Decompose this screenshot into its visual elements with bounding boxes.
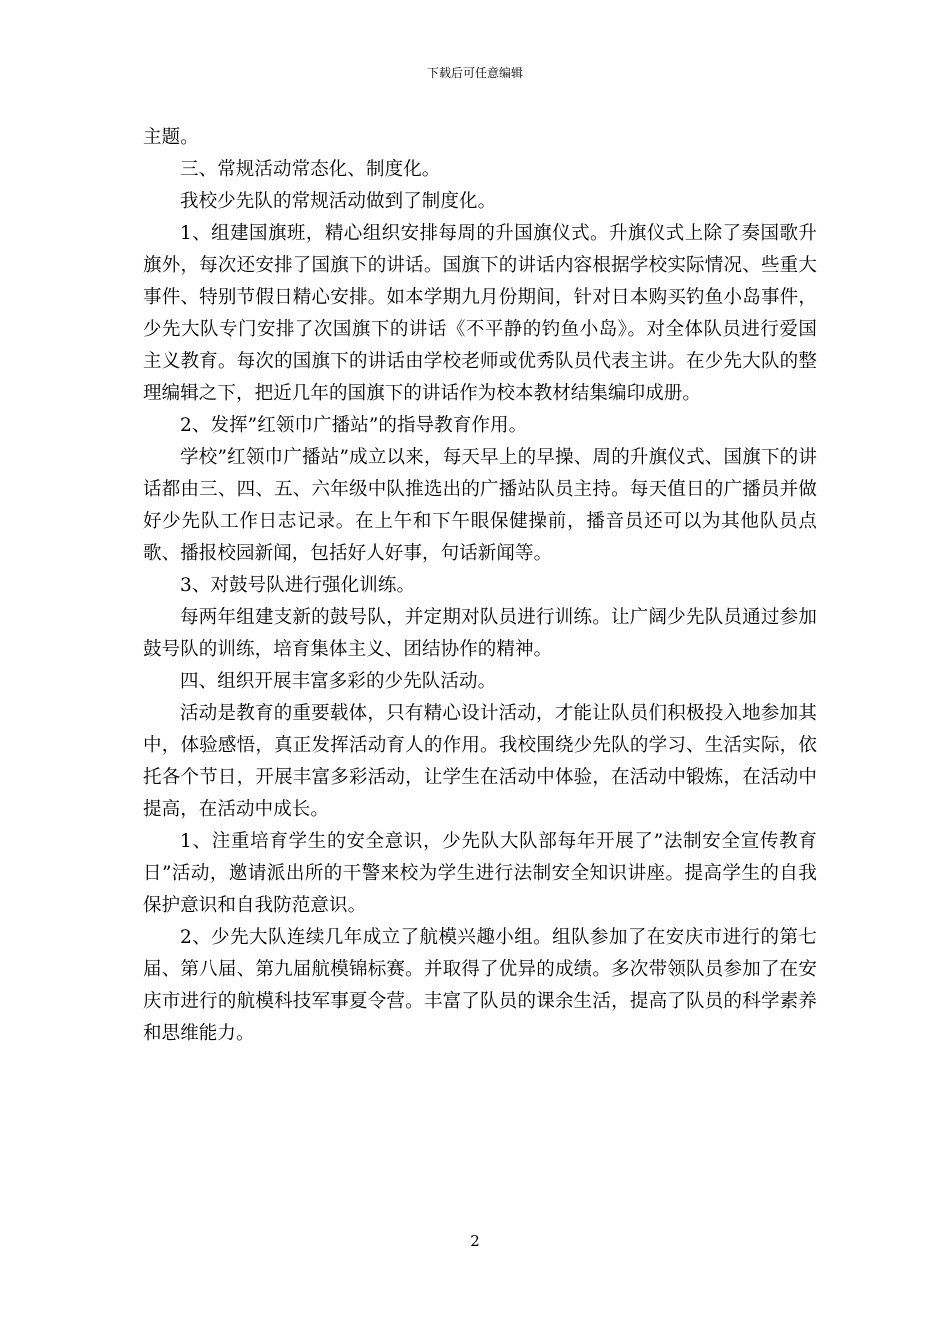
paragraph-theme-end: 主题。 [143,127,199,148]
page-number: 2 [470,1232,480,1250]
paragraph-safety: 1、注重培育学生的安全意识，少先队大队部每年开展了”法制安全宣传教育日”活动，邀请派出所的干警来校为学生进行法制安全知识讲座。提高学生的自我保护意识和自我防范意识。 [143,831,817,916]
document-body [143,122,817,1050]
subheading-radio-station: 2、发挥”红领巾广播站”的指导教育作用。 [180,415,528,436]
paragraph-aviation-models: 2、少先大队连续几年成立了航模兴趣小组。组队参加了在安庆市进行的第七届、第八届、第九届航模锦标赛。并取得了优异的成绩。多次带领队员参加了在安庆市进行的航模科技军事夏令营。丰富了队员的课余生活，提高了队员的科学素养和思维能力。 [143,927,817,1044]
paragraph-drum-team: 每两年组建支新的鼓号队，并定期对队员进行训练。让广阔少先队员通过参加鼓号队的训练，培育集体主义、团结协作的精神。 [143,607,817,660]
paragraph-routine-intro: 我校少先队的常规活动做到了制度化。 [180,191,497,212]
paragraph-flag-team: 1、组建国旗班，精心组织安排每周的升国旗仪式。升旗仪式上除了奏国歌升旗外，每次还安排了国旗下的讲话。国旗下的讲话内容根据学校实际情况、些重大事件、特别节假日精心安排。如本学期九月份期间，针对日本购买钓鱼小岛事件，少先大队专门安排了次国旗下的讲话《不平静的钓鱼小岛》。对全体队员进行爱国主义教育。每次的国旗下的讲话由学校老师或优秀队员代表主讲。在少先大队的整理编辑之下，把近几年的国旗下的讲话作为校本教材结集编印成册。 [143,223,817,404]
subheading-drum-team: 3、对鼓号队进行强化训练。 [180,575,416,596]
heading-activities: 四、组织开展丰富多彩的少先队活动。 [180,671,497,692]
heading-routine-activities: 三、常规活动常态化、制度化。 [180,159,441,180]
page-header: 下载后可任意编辑 [426,66,523,80]
paragraph-activities: 活动是教育的重要载体，只有精心设计活动，才能让队员们积极投入地参加其中，体验感悟，真正发挥活动育人的作用。我校围绕少先队的学习、生活实际，依托各个节日，开展丰富多彩活动，让学生在活动中体验，在活动中锻炼，在活动中提高，在活动中成长。 [143,703,817,820]
paragraph-radio-station: 学校”红领巾广播站”成立以来，每天早上的早操、周的升旗仪式、国旗下的讲话都由三、四、五、六年级中队推选出的广播站队员主持。每天值日的广播员并做好少先队工作日志记录。在上午和下午眼保健操前，播音员还可以为其他队员点歌、播报校园新闻，包括好人好事，句话新闻等。 [143,447,817,564]
